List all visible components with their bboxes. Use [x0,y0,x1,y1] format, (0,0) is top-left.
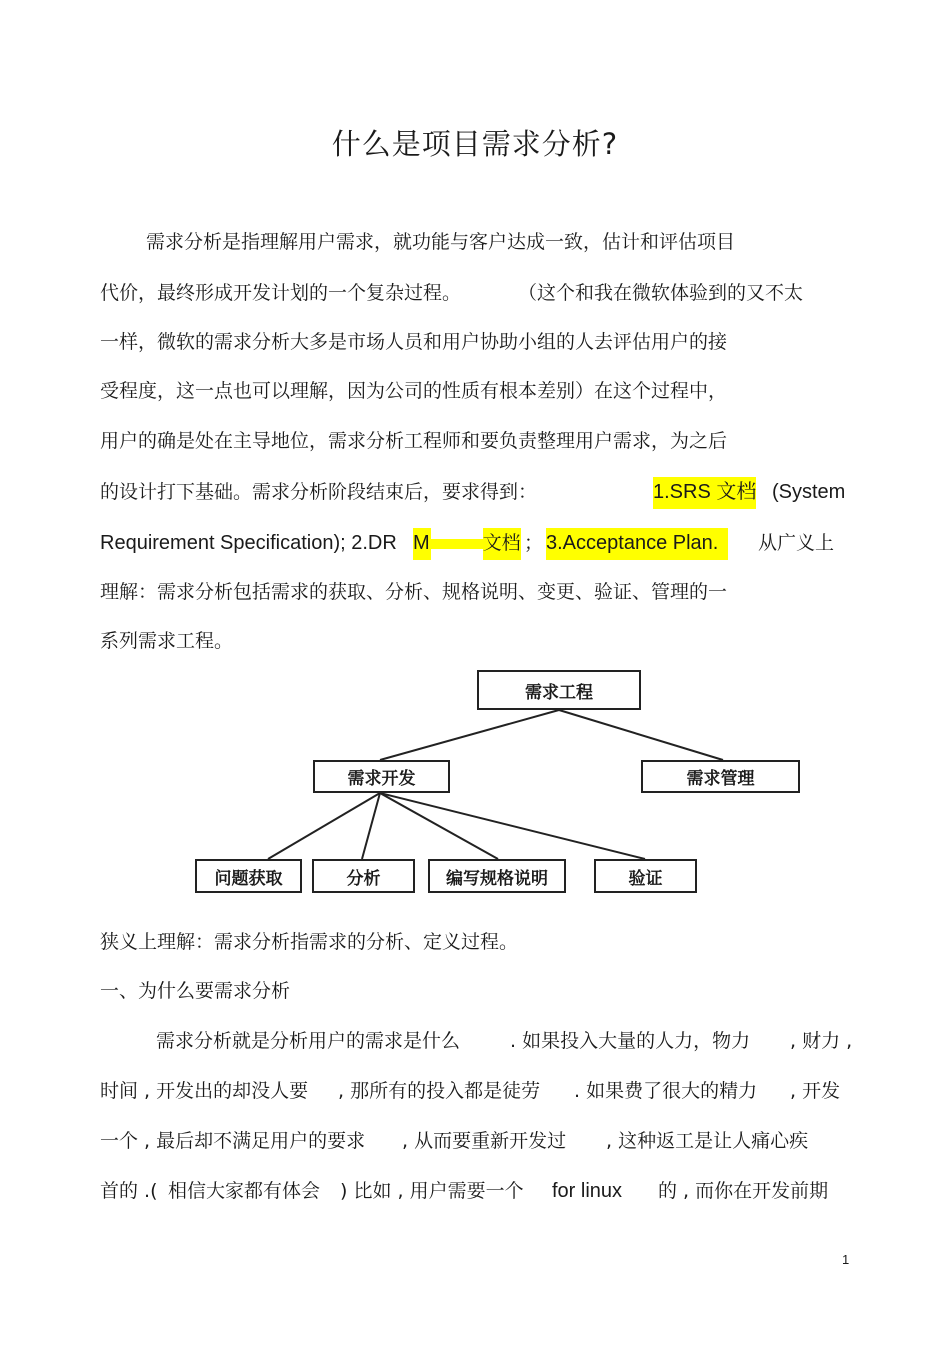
connector-dev-c3 [380,793,498,859]
intro-line-3: 一样，微软的需求分析大多是市场人员和用户协助小组的人去评估用户的接 [100,331,728,353]
intro-line-7-drm-wrap [413,529,521,557]
node-elicitation: 问题获取 [195,859,302,893]
node-validation: 验证 [594,859,697,893]
para2-line-4d: for linux [552,1180,623,1202]
node-requirements-development: 需求开发 [313,760,450,793]
node-specification: 编写规格说明 [428,859,566,893]
intro-line-8: 理解：需求分析包括需求的获取、分析、规格说明、变更、验证、管理的一 [100,581,728,603]
para2-line-1c: , 财力 , [790,1030,853,1052]
intro-line-4: 受程度，这一点也可以理解，因为公司的性质有根本差别）在这个过程中， [100,380,728,402]
intro-line-2a: 代价，最终形成开发计划的一个复杂过程。 [100,282,462,304]
intro-line-7a: Requirement Specification); 2.DR [100,532,397,554]
connector-dev-c1 [268,793,380,859]
drm-doc-highlight: 文档 [483,528,521,560]
para2-line-2b: , 那所有的投入都是徒劳 [338,1080,541,1102]
para2-line-3c: , 这种返工是让人痛心疾 [606,1130,809,1152]
connector-dev-c4 [380,793,645,859]
para2-line-2d: , 开发 [790,1080,841,1102]
intro-line-1: 需求分析是指理解用户需求，就功能与客户达成一致，估计和评估项目 [146,231,736,253]
intro-line-6a: 的设计打下基础。需求分析阶段结束后，要求得到： [100,481,538,503]
intro-line-6c: (System [772,481,846,503]
srs-highlight: 1.SRS 文档 [653,477,756,509]
requirements-hierarchy-diagram [190,668,810,898]
para2-line-4a: 首的 .( [100,1180,158,1202]
para2-line-2a: 时间 , 开发出的却没人要 [100,1080,309,1102]
intro-line-2b: （这个和我在微软体验到的又不太 [518,282,804,304]
page-title: 什么是项目需求分析? [331,127,619,161]
page-number: 1 [842,1252,850,1267]
para2-line-2c: . 如果费了很大的精力 [574,1080,758,1102]
intro-line-7-acc-wrap [546,529,728,557]
intro-line-5: 用户的确是处在主导地位，需求分析工程师和要负责整理用户需求，为之后 [100,430,728,452]
connector-root-mgmt [559,710,723,760]
drm-highlight: M [413,528,431,560]
node-requirements-engineering: 需求工程 [477,670,641,710]
node-requirements-management: 需求管理 [641,760,800,793]
intro-line-6-hl-wrap [653,478,756,506]
intro-line-9: 系列需求工程。 [100,630,234,652]
drm-highlight-gap [431,539,483,549]
para2-line-3b: , 从而要重新开发过 [402,1130,567,1152]
para2-line-4c: ) 比如 , 用户需要一个 [340,1180,524,1202]
connector-root-dev [380,710,559,760]
para2-line-1b: . 如果投入大量的人力，物力 [510,1030,751,1052]
section-heading-1: 一、为什么要需求分析 [100,980,291,1002]
para2-line-4b: 相信大家都有体会 [168,1180,321,1202]
acceptance-highlight: 3.Acceptance Plan. [546,528,728,560]
intro-line-7f: 从广义上 [758,532,835,554]
para2-line-1a: 需求分析就是分析用户的需求是什么 [156,1030,461,1052]
intro-line-7d: ； [524,532,544,554]
node-analysis: 分析 [312,859,415,893]
para2-line-4e: 的 , 而你在开发前期 [658,1180,829,1202]
narrow-sense-line: 狭义上理解：需求分析指需求的分析、定义过程。 [100,931,519,953]
para2-line-3a: 一个 , 最后却不满足用户的要求 [100,1130,366,1152]
